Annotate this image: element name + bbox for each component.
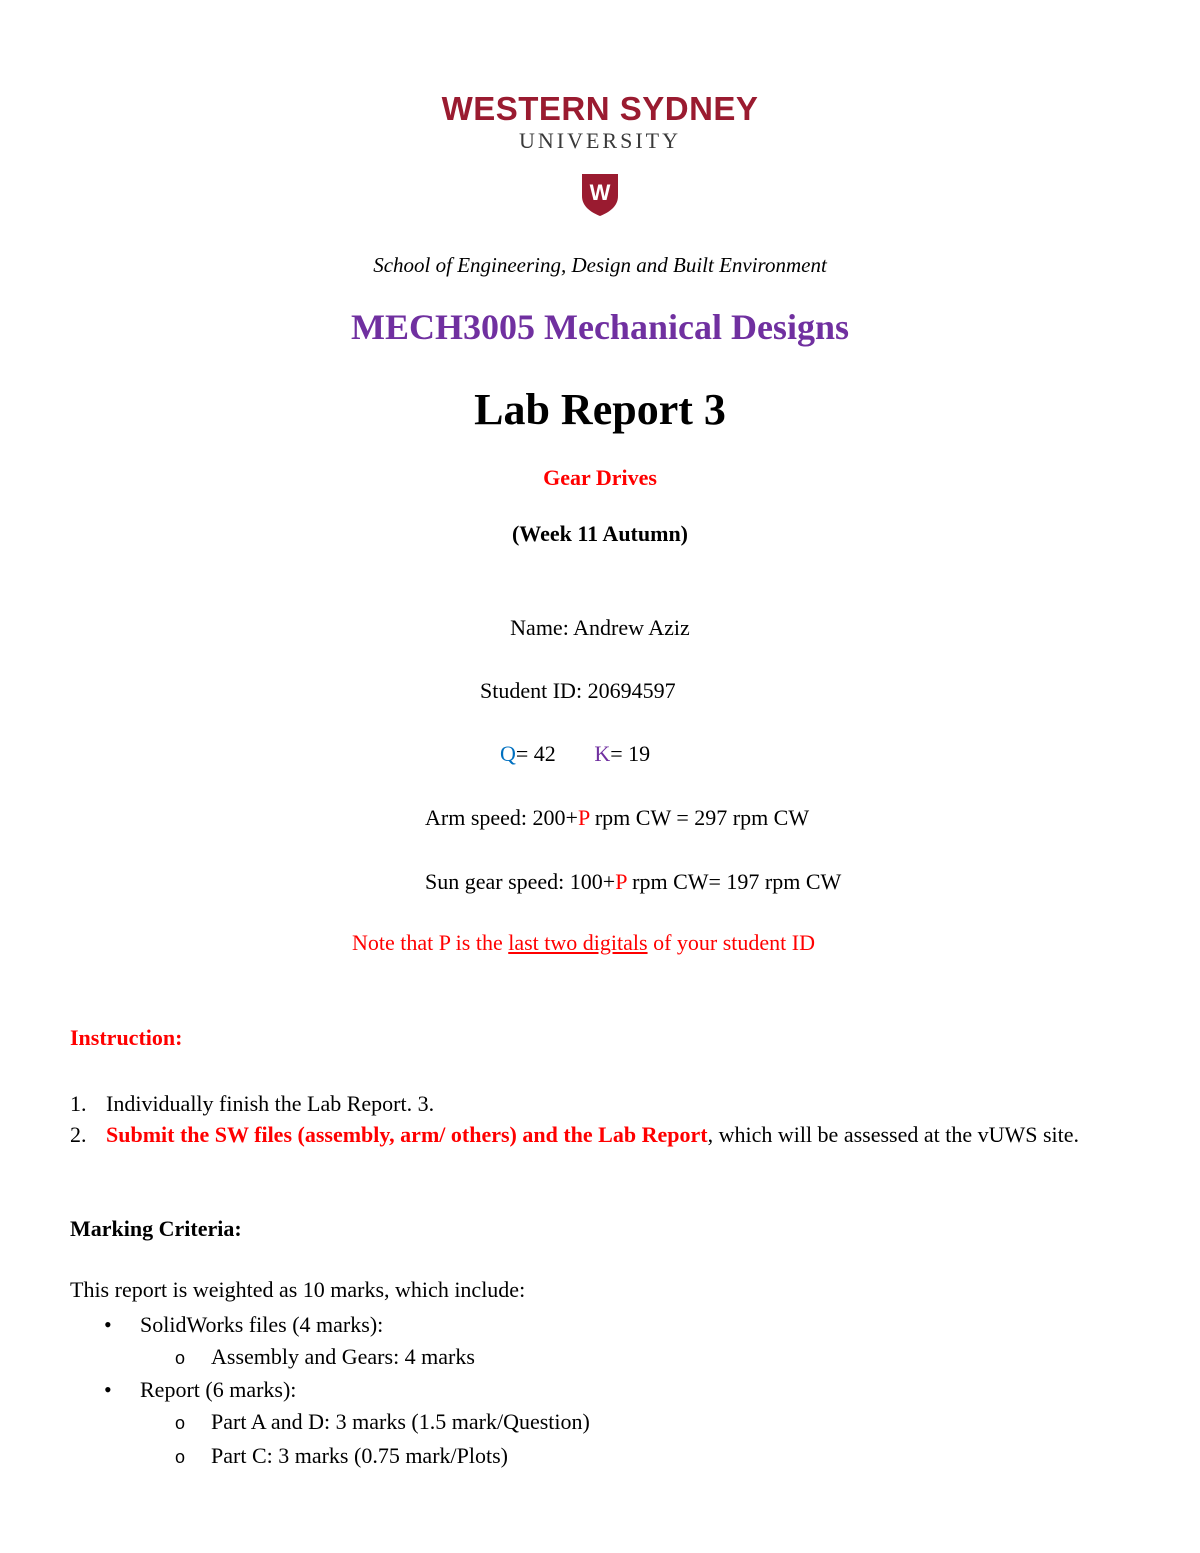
sun-speed-suffix: rpm CW= 197 rpm CW: [626, 869, 842, 894]
student-id-line: [480, 678, 676, 704]
item-rest-text: , which will be assessed at the vUWS site.: [707, 1122, 1080, 1147]
criteria-label: Report (6 marks):: [140, 1377, 297, 1402]
item-number: 1.: [70, 1091, 87, 1116]
criteria-sub-label: Assembly and Gears: 4 marks: [211, 1344, 475, 1369]
q-label: Q: [500, 741, 516, 766]
report-topic: Gear Drives: [543, 465, 657, 490]
item-text: Individually finish the Lab Report. 3.: [106, 1091, 435, 1116]
instruction-item: [70, 1119, 1140, 1151]
q-value: = 42: [515, 741, 556, 766]
student-id-value: 20694597: [587, 678, 676, 703]
k-value: = 19: [610, 741, 651, 766]
note-suffix: of your student ID: [647, 930, 815, 955]
bullet-icon: •: [104, 1377, 112, 1402]
university-crest-icon: [576, 170, 624, 218]
criteria-sub-label: Part C: 3 marks (0.75 mark/Plots): [211, 1443, 508, 1468]
logo-wordmark-line1: WESTERN SYDNEY: [441, 90, 759, 127]
sub-bullet-icon: o: [175, 1447, 186, 1467]
arm-speed-line: [425, 805, 809, 831]
name-value: Andrew Aziz: [573, 615, 690, 640]
student-id-label: Student ID:: [480, 678, 583, 703]
note-underlined: last two digitals: [508, 930, 648, 955]
course-title: MECH3005 Mechanical Designs: [351, 307, 849, 347]
list-item: [104, 1374, 296, 1406]
name-label: Name:: [510, 615, 569, 640]
marking-criteria-heading: Marking Criteria:: [70, 1216, 242, 1241]
list-item: [104, 1309, 383, 1341]
logo-wordmark-line2: UNIVERSITY: [519, 128, 681, 153]
student-name-line: [0, 615, 1200, 641]
report-week: (Week 11 Autumn): [511, 521, 689, 546]
crest-letter: W: [589, 180, 611, 205]
list-item: [175, 1406, 590, 1439]
bullet-icon: •: [104, 1312, 112, 1337]
list-item: [175, 1341, 475, 1374]
note-prefix: Note that P is the: [352, 930, 509, 955]
school-name: School of Engineering, Design and Built Environment: [373, 253, 827, 277]
item-bold-text: Submit the SW files (assembly, arm/ others) and the Lab Report: [106, 1122, 708, 1147]
sub-bullet-icon: o: [175, 1413, 186, 1433]
arm-speed-p: P: [577, 805, 590, 830]
note-line: [352, 930, 815, 956]
arm-speed-prefix: Arm speed: 200+: [425, 805, 578, 830]
instruction-heading: Instruction:: [70, 1025, 183, 1050]
item-number: 2.: [70, 1122, 87, 1147]
criteria-sub-label: Part A and D: 3 marks (1.5 mark/Question): [211, 1409, 590, 1434]
q-k-values-line: [500, 741, 650, 767]
report-title: Lab Report 3: [474, 385, 726, 434]
sub-bullet-icon: o: [175, 1348, 186, 1368]
k-label: K: [594, 741, 611, 766]
marking-intro: This report is weighted as 10 marks, which include:: [70, 1277, 526, 1302]
sun-speed-p: P: [615, 869, 627, 894]
sun-speed-prefix: Sun gear speed: 100+: [425, 869, 616, 894]
sun-gear-speed-line: [425, 869, 841, 895]
arm-speed-suffix: rpm CW = 297 rpm CW: [589, 805, 810, 830]
list-item: [175, 1440, 508, 1473]
criteria-label: SolidWorks files (4 marks):: [140, 1312, 384, 1337]
instruction-item: [70, 1088, 434, 1120]
